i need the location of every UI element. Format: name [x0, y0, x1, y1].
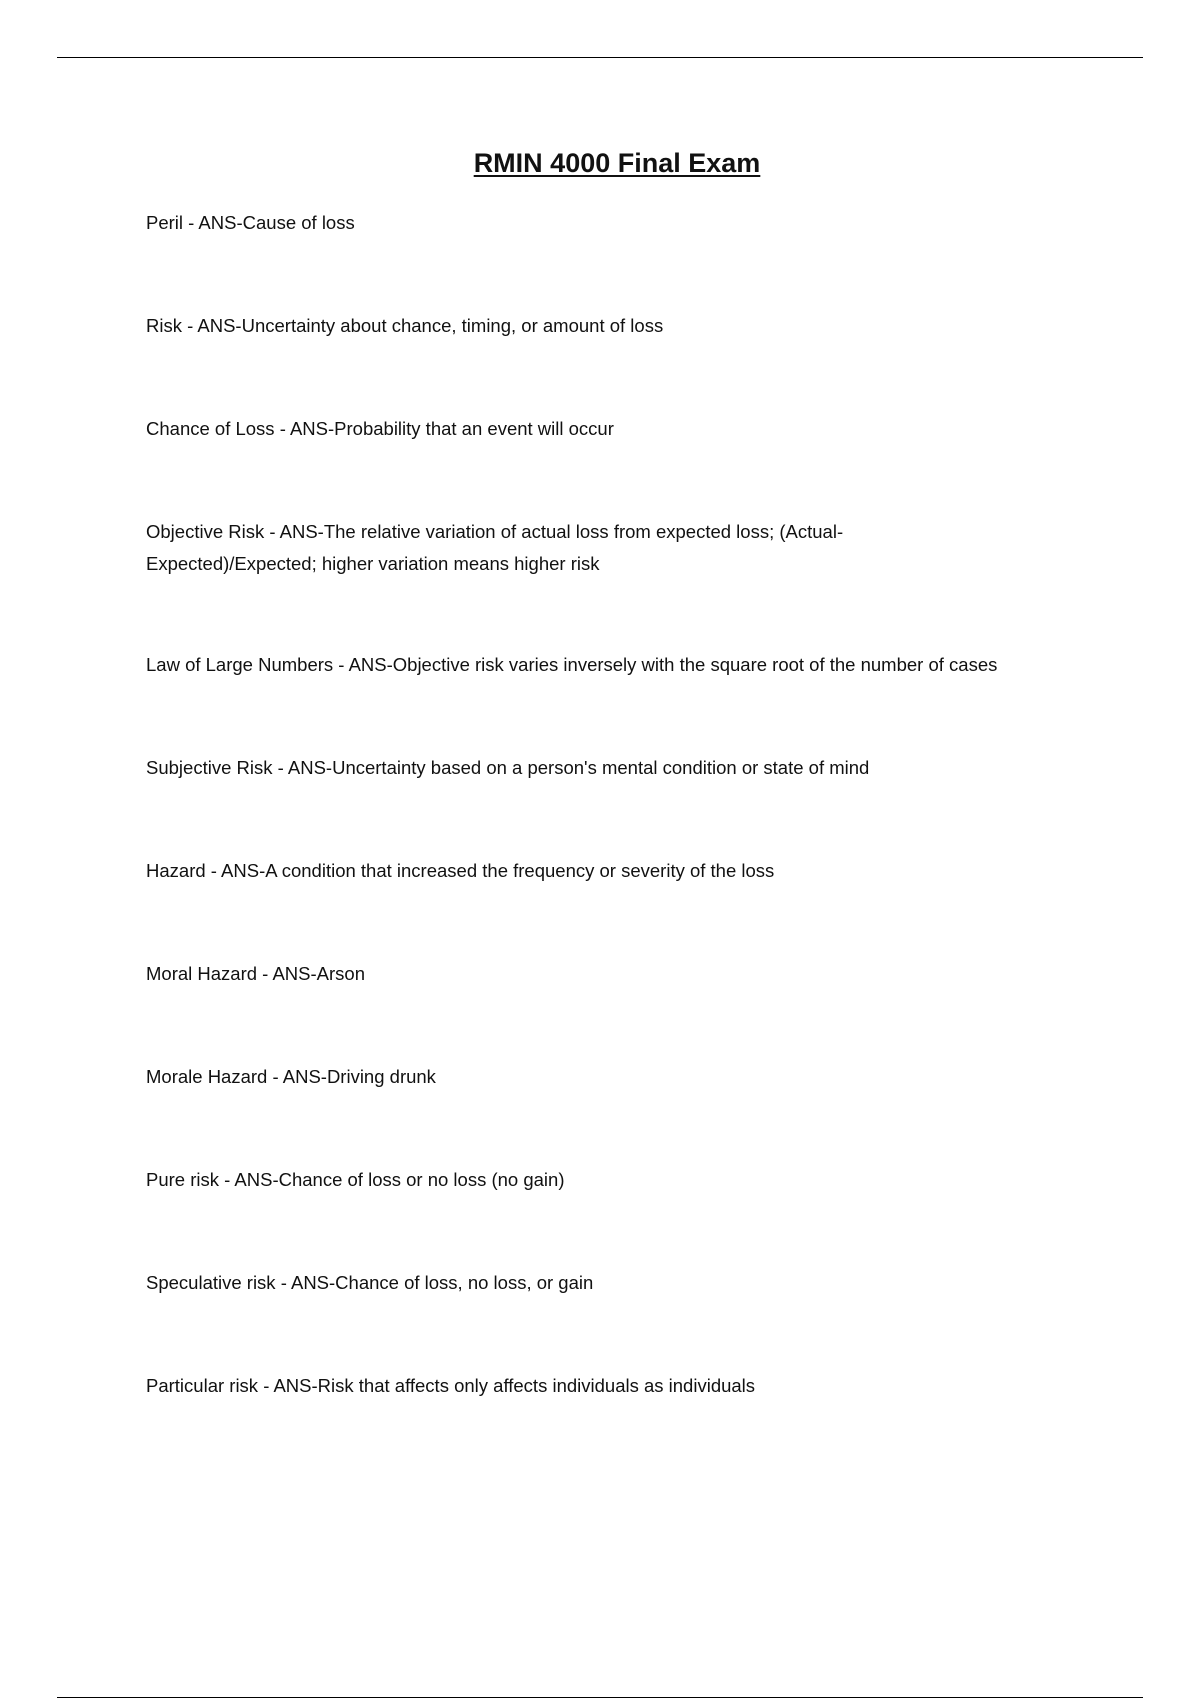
entry-pure-risk: Pure risk - ANS-Chance of loss or no loss (no gain): [146, 1169, 565, 1190]
entry-subjective-risk: Subjective Risk - ANS-Uncertainty based on a person's mental condition or state of mind: [146, 757, 870, 778]
entry-law-of-large-numbers: Law of Large Numbers - ANS-Objective risk varies inversely with the square root of the number of cases: [146, 654, 998, 675]
entry-particular-risk: Particular risk - ANS-Risk that affects only affects individuals as individuals: [146, 1375, 756, 1396]
entry-morale-hazard: Morale Hazard - ANS-Driving drunk: [146, 1066, 436, 1087]
bottom-rule: [57, 1697, 1143, 1698]
entry-speculative-risk: Speculative risk - ANS-Chance of loss, no loss, or gain: [146, 1272, 594, 1293]
entry-peril: Peril - ANS-Cause of loss: [146, 212, 355, 233]
entry-chance-of-loss: Chance of Loss - ANS-Probability that an event will occur: [146, 418, 614, 439]
top-rule: [57, 57, 1143, 58]
entry-moral-hazard: Moral Hazard - ANS-Arson: [146, 963, 365, 984]
entry-objective-risk: Objective Risk - ANS-The relative variation of actual loss from expected loss; (Actual-Expected)/Expected; higher variation means higher risk: [146, 521, 844, 574]
document-title: RMIN 4000 Final Exam: [473, 148, 761, 178]
entry-risk: Risk - ANS-Uncertainty about chance, timing, or amount of loss: [146, 315, 664, 336]
entry-hazard: Hazard - ANS-A condition that increased the frequency or severity of the loss: [146, 860, 775, 881]
